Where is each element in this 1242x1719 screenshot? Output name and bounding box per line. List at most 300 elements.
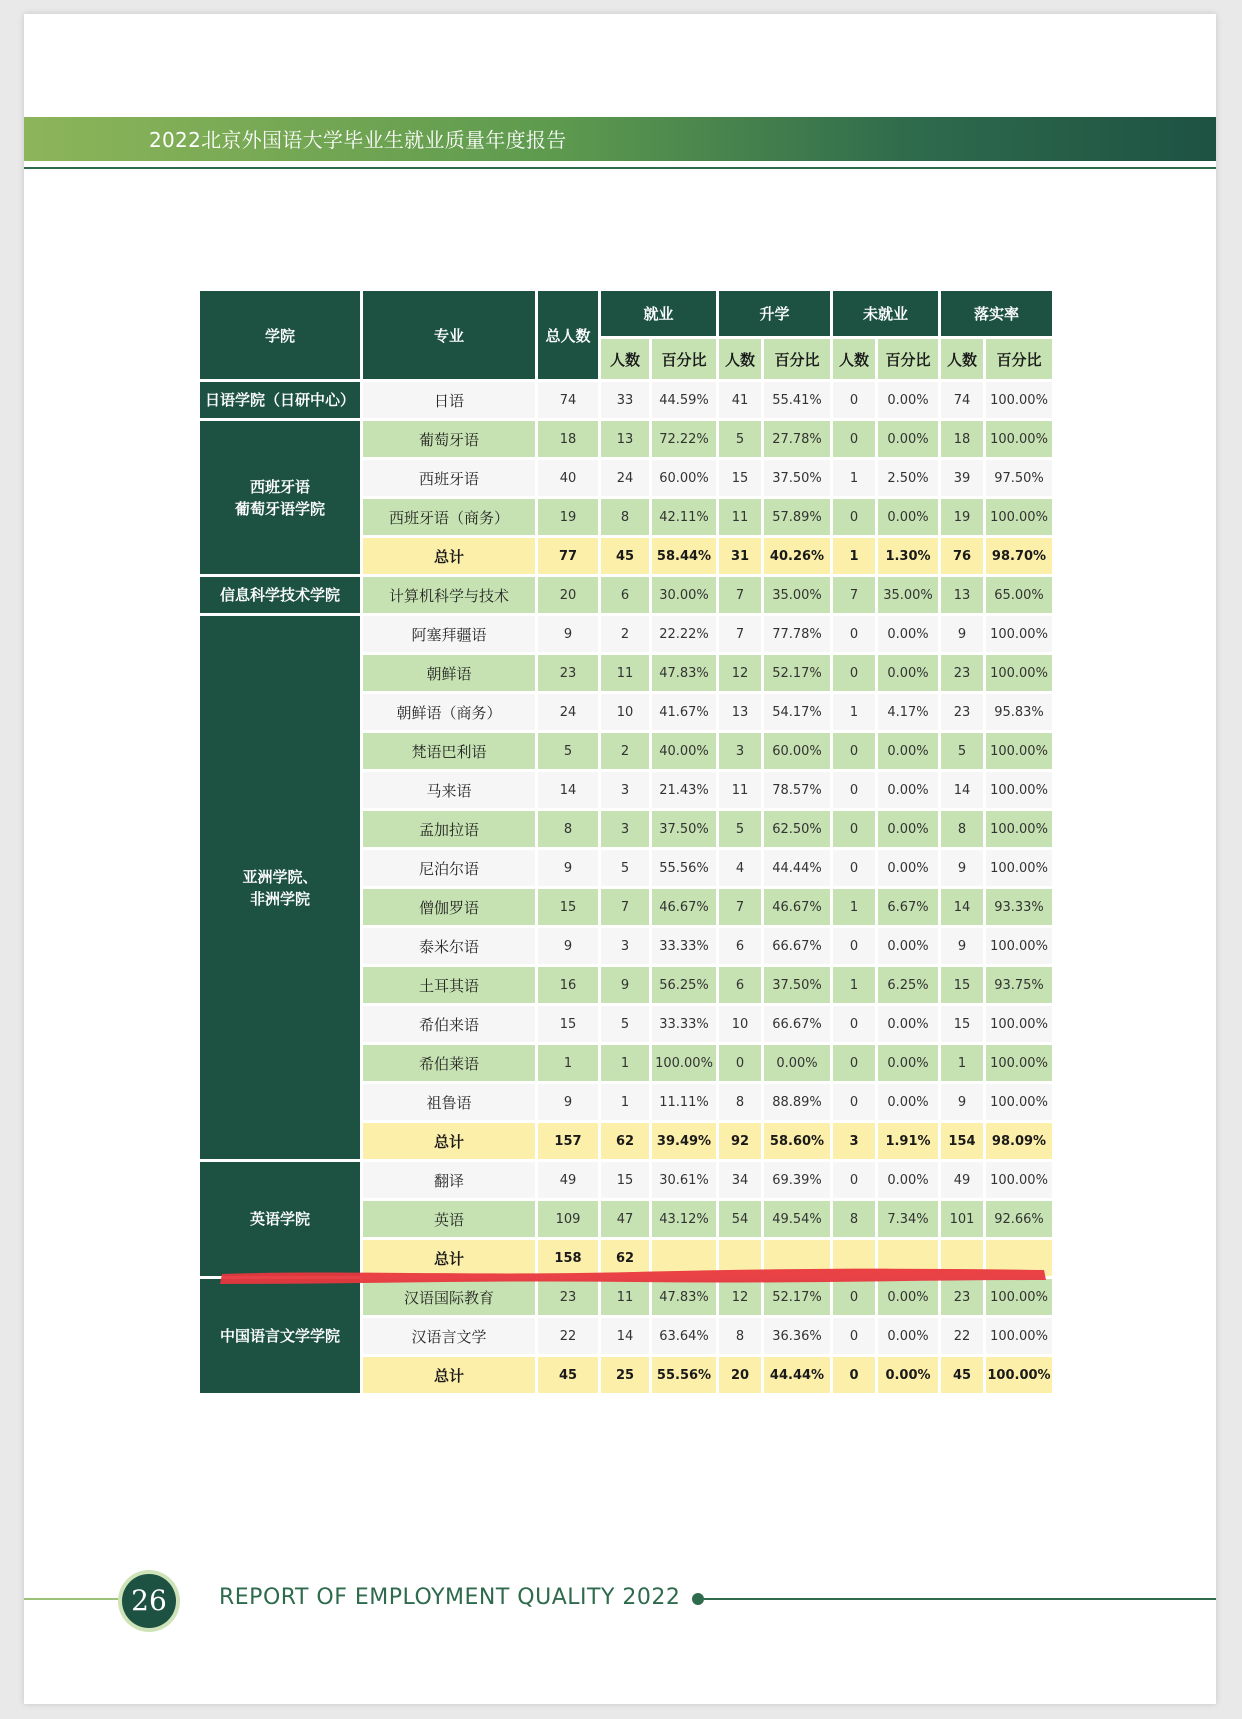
cell-employed-count: 7 — [601, 889, 649, 925]
cell-placement-count: 14 — [941, 889, 983, 925]
cell-placement-percent: 100.00% — [986, 772, 1052, 808]
cell-employed-percent: 47.83% — [652, 655, 716, 691]
cell-further-percent: 58.60% — [764, 1123, 830, 1159]
cell-further-count: 41 — [719, 382, 761, 418]
cell-placement-count: 39 — [941, 460, 983, 496]
cell-major: 朝鲜语 — [363, 655, 535, 691]
cell-total: 9 — [538, 1084, 598, 1120]
cell-placement-percent: 100.00% — [986, 811, 1052, 847]
cell-placement-count: 9 — [941, 616, 983, 652]
header-employed: 就业 — [601, 291, 716, 336]
subheader-percent: 百分比 — [764, 339, 830, 379]
cell-employed-count: 25 — [601, 1357, 649, 1393]
cell-unemployed-count: 0 — [833, 1279, 875, 1315]
cell-further-percent: 52.17% — [764, 1279, 830, 1315]
cell-employed-count: 11 — [601, 1279, 649, 1315]
cell-placement-percent: 100.00% — [986, 1279, 1052, 1315]
cell-total: 40 — [538, 460, 598, 496]
cell-employed-count: 47 — [601, 1201, 649, 1237]
cell-employed-count: 24 — [601, 460, 649, 496]
header-major: 专业 — [363, 291, 535, 379]
cell-employed-percent: 22.22% — [652, 616, 716, 652]
cell-placement-percent: 100.00% — [986, 1084, 1052, 1120]
page-number-badge: 26 — [122, 1574, 176, 1628]
cell-employed-count: 9 — [601, 967, 649, 1003]
cell-major: 尼泊尔语 — [363, 850, 535, 886]
cell-employed-percent: 46.67% — [652, 889, 716, 925]
cell-placement-percent: 65.00% — [986, 577, 1052, 613]
table-row — [200, 382, 1052, 418]
header-unemployed: 未就业 — [833, 291, 938, 336]
cell-employed-count: 45 — [601, 538, 649, 574]
cell-further-percent: 44.44% — [764, 1357, 830, 1393]
cell-unemployed-percent: 1.91% — [878, 1123, 938, 1159]
cell-unemployed-percent: 0.00% — [878, 928, 938, 964]
employment-table — [197, 288, 1055, 1396]
cell-unemployed-count: 0 — [833, 811, 875, 847]
cell-employed-percent: 41.67% — [652, 694, 716, 730]
cell-total: 19 — [538, 499, 598, 535]
cell-total: 9 — [538, 928, 598, 964]
cell-placement-count: 9 — [941, 850, 983, 886]
cell-further-percent: 88.89% — [764, 1084, 830, 1120]
cell-further-count: 12 — [719, 1279, 761, 1315]
cell-employed-percent: 58.44% — [652, 538, 716, 574]
subheader-count: 人数 — [601, 339, 649, 379]
cell-employed-percent: 40.00% — [652, 733, 716, 769]
cell-total: 9 — [538, 616, 598, 652]
footer-line-left — [24, 1598, 124, 1600]
cell-unemployed-count: 0 — [833, 1006, 875, 1042]
cell-placement-count: 154 — [941, 1123, 983, 1159]
cell-further-count: 34 — [719, 1162, 761, 1198]
cell-unemployed-count: 0 — [833, 1045, 875, 1081]
cell-employed-percent: 43.12% — [652, 1201, 716, 1237]
cell-further-percent: 44.44% — [764, 850, 830, 886]
cell-unemployed-percent: 1.30% — [878, 538, 938, 574]
header-total: 总人数 — [538, 291, 598, 379]
cell-placement-percent: 100.00% — [986, 1318, 1052, 1354]
cell-total: 49 — [538, 1162, 598, 1198]
cell-total: 9 — [538, 850, 598, 886]
cell-placement-count: 101 — [941, 1201, 983, 1237]
cell-unemployed-count: 0 — [833, 616, 875, 652]
cell-placement-percent: 100.00% — [986, 616, 1052, 652]
cell-placement-percent: 100.00% — [986, 733, 1052, 769]
college-info-science: 信息科学技术学院 — [200, 577, 360, 613]
table-row — [200, 421, 1052, 457]
cell-employed-count: 8 — [601, 499, 649, 535]
cell-unemployed-count: 1 — [833, 460, 875, 496]
cell-major: 翻译 — [363, 1162, 535, 1198]
cell-unemployed-percent: 0.00% — [878, 772, 938, 808]
cell-placement-count: 15 — [941, 1006, 983, 1042]
cell-further-percent: 37.50% — [764, 460, 830, 496]
cell-employed-percent: 55.56% — [652, 850, 716, 886]
cell-placement-percent: 100.00% — [986, 928, 1052, 964]
cell-placement-count: 18 — [941, 421, 983, 457]
cell-total: 23 — [538, 1279, 598, 1315]
cell-major: 葡萄牙语 — [363, 421, 535, 457]
cell-major: 汉语国际教育 — [363, 1279, 535, 1315]
cell-employed-count: 6 — [601, 577, 649, 613]
cell-total: 20 — [538, 577, 598, 613]
cell-unemployed-percent: 2.50% — [878, 460, 938, 496]
cell-further-percent: 40.26% — [764, 538, 830, 574]
cell-employed-count: 1 — [601, 1045, 649, 1081]
cell-total: 22 — [538, 1318, 598, 1354]
subheader-percent: 百分比 — [986, 339, 1052, 379]
cell-further-percent: 27.78% — [764, 421, 830, 457]
cell-total: 77 — [538, 538, 598, 574]
cell-further-count: 8 — [719, 1318, 761, 1354]
cell-total: 18 — [538, 421, 598, 457]
cell-further-count: 31 — [719, 538, 761, 574]
cell-total: 74 — [538, 382, 598, 418]
cell-employed-count: 62 — [601, 1240, 649, 1276]
cell-employed-percent: 55.56% — [652, 1357, 716, 1393]
subheader-count: 人数 — [719, 339, 761, 379]
cell-further-percent: 66.67% — [764, 1006, 830, 1042]
cell-major: 总计 — [363, 1357, 535, 1393]
cell-total: 15 — [538, 1006, 598, 1042]
cell-placement-percent: 100.00% — [986, 421, 1052, 457]
cell-placement-percent: 100.00% — [986, 1045, 1052, 1081]
cell-total: 24 — [538, 694, 598, 730]
college-english: 英语学院 — [200, 1162, 360, 1276]
cell-placement-count: 14 — [941, 772, 983, 808]
cell-further-count: 11 — [719, 772, 761, 808]
cell-major: 朝鲜语（商务） — [363, 694, 535, 730]
cell-unemployed-count: 0 — [833, 1318, 875, 1354]
college-name-line: 亚洲学院、 — [242, 867, 318, 886]
cell-employed-count: 13 — [601, 421, 649, 457]
cell-employed-count: 3 — [601, 928, 649, 964]
cell-further-count: 11 — [719, 499, 761, 535]
cell-further-count — [719, 1240, 761, 1276]
cell-unemployed-count: 0 — [833, 1162, 875, 1198]
cell-employed-percent: 21.43% — [652, 772, 716, 808]
cell-placement-count: 8 — [941, 811, 983, 847]
cell-further-percent: 46.67% — [764, 889, 830, 925]
cell-employed-percent: 44.59% — [652, 382, 716, 418]
cell-further-count: 3 — [719, 733, 761, 769]
cell-unemployed-count: 0 — [833, 1084, 875, 1120]
cell-placement-percent: 92.66% — [986, 1201, 1052, 1237]
cell-placement-percent: 98.70% — [986, 538, 1052, 574]
cell-total: 109 — [538, 1201, 598, 1237]
cell-employed-percent: 37.50% — [652, 811, 716, 847]
cell-further-percent: 35.00% — [764, 577, 830, 613]
cell-major: 英语 — [363, 1201, 535, 1237]
cell-major: 总计 — [363, 1123, 535, 1159]
cell-major: 僧伽罗语 — [363, 889, 535, 925]
cell-employed-percent: 30.61% — [652, 1162, 716, 1198]
subheader-count: 人数 — [833, 339, 875, 379]
cell-major: 日语 — [363, 382, 535, 418]
cell-further-percent: 55.41% — [764, 382, 830, 418]
cell-employed-count: 3 — [601, 811, 649, 847]
cell-employed-percent — [652, 1240, 716, 1276]
cell-unemployed-count: 0 — [833, 421, 875, 457]
cell-major: 希伯来语 — [363, 1006, 535, 1042]
cell-further-count: 15 — [719, 460, 761, 496]
cell-unemployed-percent: 0.00% — [878, 616, 938, 652]
cell-employed-percent: 72.22% — [652, 421, 716, 457]
cell-major: 希伯莱语 — [363, 1045, 535, 1081]
cell-further-percent: 57.89% — [764, 499, 830, 535]
cell-placement-count: 1 — [941, 1045, 983, 1081]
employment-table-container — [197, 288, 1055, 1396]
footer-dot — [692, 1593, 704, 1605]
cell-further-percent: 66.67% — [764, 928, 830, 964]
cell-employed-count: 33 — [601, 382, 649, 418]
cell-unemployed-percent: 0.00% — [878, 811, 938, 847]
cell-employed-percent: 63.64% — [652, 1318, 716, 1354]
cell-further-percent: 0.00% — [764, 1045, 830, 1081]
cell-unemployed-percent: 0.00% — [878, 655, 938, 691]
cell-placement-count: 13 — [941, 577, 983, 613]
header-divider — [24, 167, 1216, 169]
cell-unemployed-percent: 0.00% — [878, 1357, 938, 1393]
cell-unemployed-count — [833, 1240, 875, 1276]
cell-unemployed-count: 1 — [833, 694, 875, 730]
page-title: 2022北京外国语大学毕业生就业质量年度报告 — [149, 128, 567, 152]
college-spanish-portuguese — [200, 421, 360, 574]
table-row — [200, 1162, 1052, 1198]
cell-employed-count: 1 — [601, 1084, 649, 1120]
cell-unemployed-percent: 0.00% — [878, 1006, 938, 1042]
cell-employed-count: 11 — [601, 655, 649, 691]
cell-unemployed-percent: 6.67% — [878, 889, 938, 925]
cell-unemployed-count: 8 — [833, 1201, 875, 1237]
cell-employed-percent: 60.00% — [652, 460, 716, 496]
header-placement-rate: 落实率 — [941, 291, 1052, 336]
cell-placement-count: 49 — [941, 1162, 983, 1198]
cell-placement-percent: 100.00% — [986, 1006, 1052, 1042]
cell-further-count: 5 — [719, 421, 761, 457]
cell-total: 14 — [538, 772, 598, 808]
cell-major: 孟加拉语 — [363, 811, 535, 847]
cell-further-percent: 37.50% — [764, 967, 830, 1003]
cell-employed-percent: 47.83% — [652, 1279, 716, 1315]
cell-further-count: 5 — [719, 811, 761, 847]
cell-placement-percent: 98.09% — [986, 1123, 1052, 1159]
cell-unemployed-percent: 0.00% — [878, 1045, 938, 1081]
cell-unemployed-count: 0 — [833, 928, 875, 964]
cell-placement-count — [941, 1240, 983, 1276]
cell-further-percent: 36.36% — [764, 1318, 830, 1354]
cell-placement-percent: 100.00% — [986, 499, 1052, 535]
cell-total: 15 — [538, 889, 598, 925]
cell-total: 1 — [538, 1045, 598, 1081]
cell-placement-percent: 93.33% — [986, 889, 1052, 925]
cell-employed-percent: 11.11% — [652, 1084, 716, 1120]
cell-total: 23 — [538, 655, 598, 691]
table-row — [200, 577, 1052, 613]
cell-further-percent: 60.00% — [764, 733, 830, 769]
cell-unemployed-percent: 0.00% — [878, 1279, 938, 1315]
cell-employed-count: 14 — [601, 1318, 649, 1354]
cell-unemployed-percent: 0.00% — [878, 1162, 938, 1198]
cell-placement-count: 9 — [941, 1084, 983, 1120]
cell-employed-percent: 100.00% — [652, 1045, 716, 1081]
cell-further-count: 7 — [719, 889, 761, 925]
cell-major: 土耳其语 — [363, 967, 535, 1003]
cell-major: 西班牙语 — [363, 460, 535, 496]
cell-employed-percent: 30.00% — [652, 577, 716, 613]
cell-employed-percent: 33.33% — [652, 1006, 716, 1042]
cell-unemployed-percent: 7.34% — [878, 1201, 938, 1237]
cell-placement-percent: 100.00% — [986, 655, 1052, 691]
cell-major: 梵语巴利语 — [363, 733, 535, 769]
cell-further-count: 0 — [719, 1045, 761, 1081]
cell-unemployed-percent — [878, 1240, 938, 1276]
cell-unemployed-percent: 0.00% — [878, 499, 938, 535]
cell-unemployed-percent: 4.17% — [878, 694, 938, 730]
cell-major: 阿塞拜疆语 — [363, 616, 535, 652]
cell-further-count: 8 — [719, 1084, 761, 1120]
cell-placement-percent: 100.00% — [986, 850, 1052, 886]
cell-further-percent: 49.54% — [764, 1201, 830, 1237]
footer-line-right — [704, 1598, 1216, 1600]
cell-employed-count: 10 — [601, 694, 649, 730]
cell-placement-percent: 97.50% — [986, 460, 1052, 496]
cell-employed-count: 3 — [601, 772, 649, 808]
cell-major: 汉语言文学 — [363, 1318, 535, 1354]
cell-placement-percent: 93.75% — [986, 967, 1052, 1003]
college-name-line: 西班牙语 — [249, 477, 310, 496]
cell-total: 8 — [538, 811, 598, 847]
college-name-line: 葡萄牙语学院 — [234, 499, 325, 518]
cell-employed-count: 5 — [601, 1006, 649, 1042]
table-row — [200, 616, 1052, 652]
cell-placement-count: 74 — [941, 382, 983, 418]
subheader-percent: 百分比 — [878, 339, 938, 379]
cell-employed-count: 5 — [601, 850, 649, 886]
cell-placement-count: 76 — [941, 538, 983, 574]
cell-unemployed-percent: 0.00% — [878, 733, 938, 769]
subheader-count: 人数 — [941, 339, 983, 379]
cell-further-count: 4 — [719, 850, 761, 886]
cell-placement-count: 23 — [941, 655, 983, 691]
cell-placement-percent: 100.00% — [986, 1162, 1052, 1198]
cell-employed-percent: 42.11% — [652, 499, 716, 535]
table-row — [200, 1279, 1052, 1315]
cell-employed-count: 2 — [601, 616, 649, 652]
cell-further-count: 92 — [719, 1123, 761, 1159]
cell-unemployed-percent: 0.00% — [878, 850, 938, 886]
cell-further-count: 20 — [719, 1357, 761, 1393]
college-name-line: 非洲学院 — [249, 889, 310, 908]
cell-unemployed-count: 7 — [833, 577, 875, 613]
cell-unemployed-count: 1 — [833, 967, 875, 1003]
cell-unemployed-percent: 0.00% — [878, 1318, 938, 1354]
college-chinese-literature: 中国语言文学学院 — [200, 1279, 360, 1393]
cell-unemployed-percent: 6.25% — [878, 967, 938, 1003]
cell-major: 西班牙语（商务） — [363, 499, 535, 535]
cell-further-count: 12 — [719, 655, 761, 691]
cell-placement-count: 19 — [941, 499, 983, 535]
cell-further-count: 6 — [719, 967, 761, 1003]
cell-unemployed-count: 3 — [833, 1123, 875, 1159]
cell-unemployed-percent: 0.00% — [878, 382, 938, 418]
cell-employed-percent: 56.25% — [652, 967, 716, 1003]
cell-placement-count: 22 — [941, 1318, 983, 1354]
cell-placement-percent: 95.83% — [986, 694, 1052, 730]
cell-unemployed-percent: 0.00% — [878, 1084, 938, 1120]
report-page — [24, 14, 1216, 1704]
cell-employed-percent: 39.49% — [652, 1123, 716, 1159]
cell-total: 158 — [538, 1240, 598, 1276]
cell-unemployed-count: 0 — [833, 382, 875, 418]
cell-unemployed-count: 0 — [833, 1357, 875, 1393]
cell-unemployed-count: 0 — [833, 772, 875, 808]
header-college: 学院 — [200, 291, 360, 379]
cell-further-percent — [764, 1240, 830, 1276]
cell-further-count: 54 — [719, 1201, 761, 1237]
cell-major: 总计 — [363, 538, 535, 574]
cell-placement-count: 23 — [941, 694, 983, 730]
cell-further-count: 7 — [719, 616, 761, 652]
footer-report-title: REPORT OF EMPLOYMENT QUALITY 2022 — [219, 1585, 681, 1610]
cell-placement-count: 9 — [941, 928, 983, 964]
college-asia-africa — [200, 616, 360, 1159]
cell-major: 泰米尔语 — [363, 928, 535, 964]
cell-unemployed-percent: 35.00% — [878, 577, 938, 613]
cell-unemployed-count: 1 — [833, 538, 875, 574]
cell-placement-count: 23 — [941, 1279, 983, 1315]
cell-unemployed-count: 0 — [833, 850, 875, 886]
cell-unemployed-percent: 0.00% — [878, 421, 938, 457]
cell-total: 16 — [538, 967, 598, 1003]
header-band — [24, 117, 1216, 161]
cell-further-count: 6 — [719, 928, 761, 964]
cell-unemployed-count: 1 — [833, 889, 875, 925]
cell-placement-count: 5 — [941, 733, 983, 769]
header-further-study: 升学 — [719, 291, 830, 336]
cell-placement-count: 45 — [941, 1357, 983, 1393]
cell-major: 计算机科学与技术 — [363, 577, 535, 613]
cell-further-percent: 78.57% — [764, 772, 830, 808]
cell-total: 45 — [538, 1357, 598, 1393]
cell-further-percent: 54.17% — [764, 694, 830, 730]
cell-total: 5 — [538, 733, 598, 769]
cell-major: 祖鲁语 — [363, 1084, 535, 1120]
college-japanese: 日语学院（日研中心） — [200, 382, 360, 418]
cell-further-count: 7 — [719, 577, 761, 613]
cell-unemployed-count: 0 — [833, 655, 875, 691]
cell-further-count: 10 — [719, 1006, 761, 1042]
cell-further-percent: 77.78% — [764, 616, 830, 652]
subheader-percent: 百分比 — [652, 339, 716, 379]
cell-total: 157 — [538, 1123, 598, 1159]
cell-employed-count: 2 — [601, 733, 649, 769]
cell-further-percent: 62.50% — [764, 811, 830, 847]
cell-unemployed-count: 0 — [833, 499, 875, 535]
cell-further-count: 13 — [719, 694, 761, 730]
cell-placement-count: 15 — [941, 967, 983, 1003]
cell-further-percent: 52.17% — [764, 655, 830, 691]
cell-placement-percent — [986, 1240, 1052, 1276]
cell-placement-percent: 100.00% — [986, 382, 1052, 418]
cell-placement-percent: 100.00% — [986, 1357, 1052, 1393]
cell-employed-count: 15 — [601, 1162, 649, 1198]
cell-employed-count: 62 — [601, 1123, 649, 1159]
cell-major: 总计 — [363, 1240, 535, 1276]
cell-unemployed-count: 0 — [833, 733, 875, 769]
cell-employed-percent: 33.33% — [652, 928, 716, 964]
